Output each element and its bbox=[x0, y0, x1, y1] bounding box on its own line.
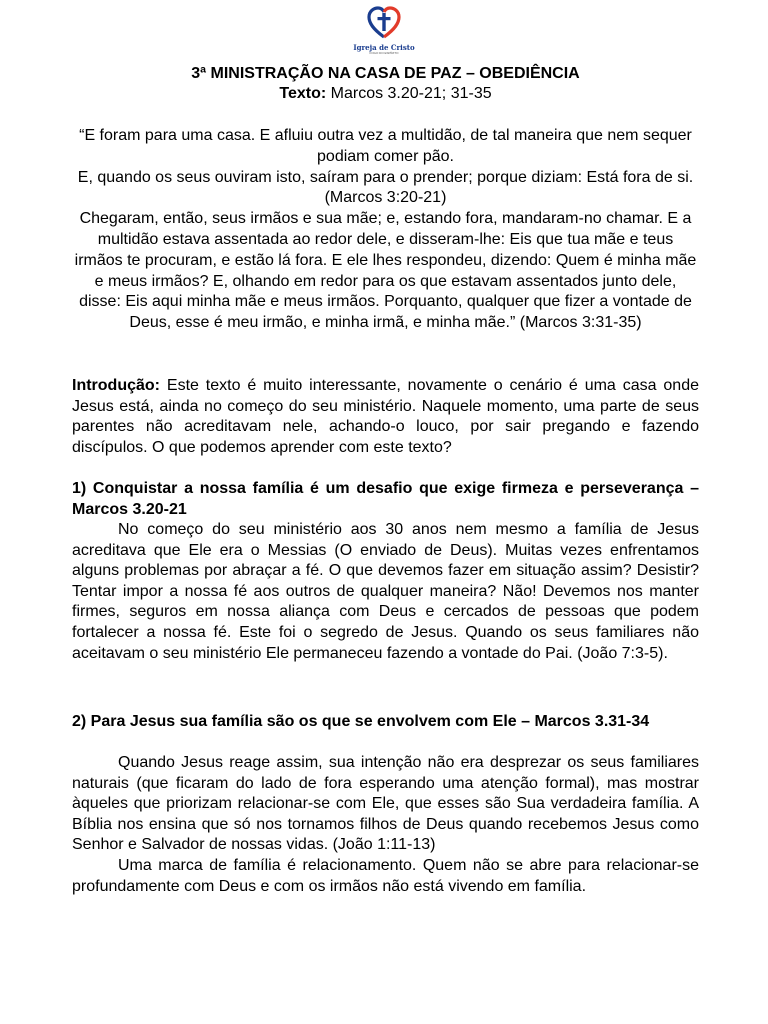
church-logo bbox=[340, 6, 428, 54]
quote-paragraph-2: E, quando os seus ouviram isto, saíram para o prender; porque diziam: Está fora de si. (Marcos 3:20-21) bbox=[77, 168, 694, 207]
section-2-paragraph-2: Uma marca de família é relacionamento. Quem não se abre para relacionar-se profundamente com Deus e com os irmãos não está vivendo em família. bbox=[72, 856, 699, 895]
heart-cross-icon bbox=[367, 6, 401, 40]
section-2-heading: 2) Para Jesus sua família são os que se envolvem com Ele – Marcos 3.31-34 bbox=[72, 713, 650, 730]
section-1-paragraph: No começo do seu ministério aos 30 anos nem mesmo a família de Jesus acreditava que Ele era o Messias (O enviado de Deus). Muitas vezes enfrentamos alguns problemas por abraçar a fé. O que devemos fazer em situação assim? Desistir? Tentar impor a nossa fé aos outros de qualquer maneira? Não! Devemos nos manter firmes, seguros em nossa aliança com Deus e cercados de pessoas que podem fortalecer a nossa fé. Este foi o segredo de Jesus. Quando os seus familiares não aceitavam o seu ministério Ele permaneceu fazendo a vontade do Pai. (João 7:3-5). bbox=[72, 521, 699, 662]
scripture-quote bbox=[72, 126, 699, 334]
logo-tagline: FOGO DO ESPÍRITO bbox=[369, 51, 399, 55]
introduction bbox=[72, 376, 699, 458]
text-reference bbox=[72, 84, 699, 103]
text-ref: Marcos 3.20-21; 31-35 bbox=[326, 85, 492, 102]
section-1-body bbox=[72, 520, 699, 664]
logo-name: Igreja de Cristo bbox=[353, 43, 415, 52]
quote-paragraph-3: Chegaram, então, seus irmãos e sua mãe; e, estando fora, mandaram-no chamar. E a multidão estava assentada ao redor dele, e disseram-lhe: Eis que tua mãe e teus irmãos te procuram, e estão lá fora. E ele lhes respondeu, dizendo: Quem é minha mãe e meus irmãos? E, olhando em redor para os que estavam assentados junto dele, disse: Eis aqui minha mãe e meus irmãos. Porquanto, qualquer que fizer a vontade de Deus, esse é meu irmão, e minha irmã, e minha mãe.” (Marcos 3:31-35) bbox=[74, 210, 697, 332]
intro-label: Introdução: bbox=[72, 377, 160, 394]
section-2-paragraph-1: Quando Jesus reage assim, sua intenção não era desprezar os seus familiares naturais (que ficaram do lado de fora esperando uma atenção formal), mas mostrar àqueles que priorizam relacionar-se com Ele, que esses são Sua verdadeira família. A Bíblia nos ensina que só nos tornamos filhos de Deus quando recebemos Jesus como Senhor e Salvador de nossas vidas. (João 1:11-13) bbox=[72, 754, 699, 854]
quote-paragraph-1: “E foram para uma casa. E afluiu outra vez a multidão, de tal maneira que nem sequer podiam comer pão. bbox=[79, 127, 692, 165]
page-title: 3ª MINISTRAÇÃO NA CASA DE PAZ – OBEDIÊNCIA bbox=[191, 65, 580, 82]
section-2-body bbox=[72, 753, 699, 897]
text-label: Texto: bbox=[279, 85, 327, 102]
section-1-heading: 1) Conquistar a nossa família é um desafio que exige firmeza e perseverança – Marcos 3.20-21 bbox=[72, 480, 699, 518]
intro-text: Este texto é muito interessante, novamente o cenário é uma casa onde Jesus está, ainda no começo do seu ministério. Naquele momento, uma parte de seus parentes não acreditavam nele, achando-o louco, por sair pregando e fazendo discípulos. O que podemos aprender com este texto? bbox=[72, 377, 699, 456]
